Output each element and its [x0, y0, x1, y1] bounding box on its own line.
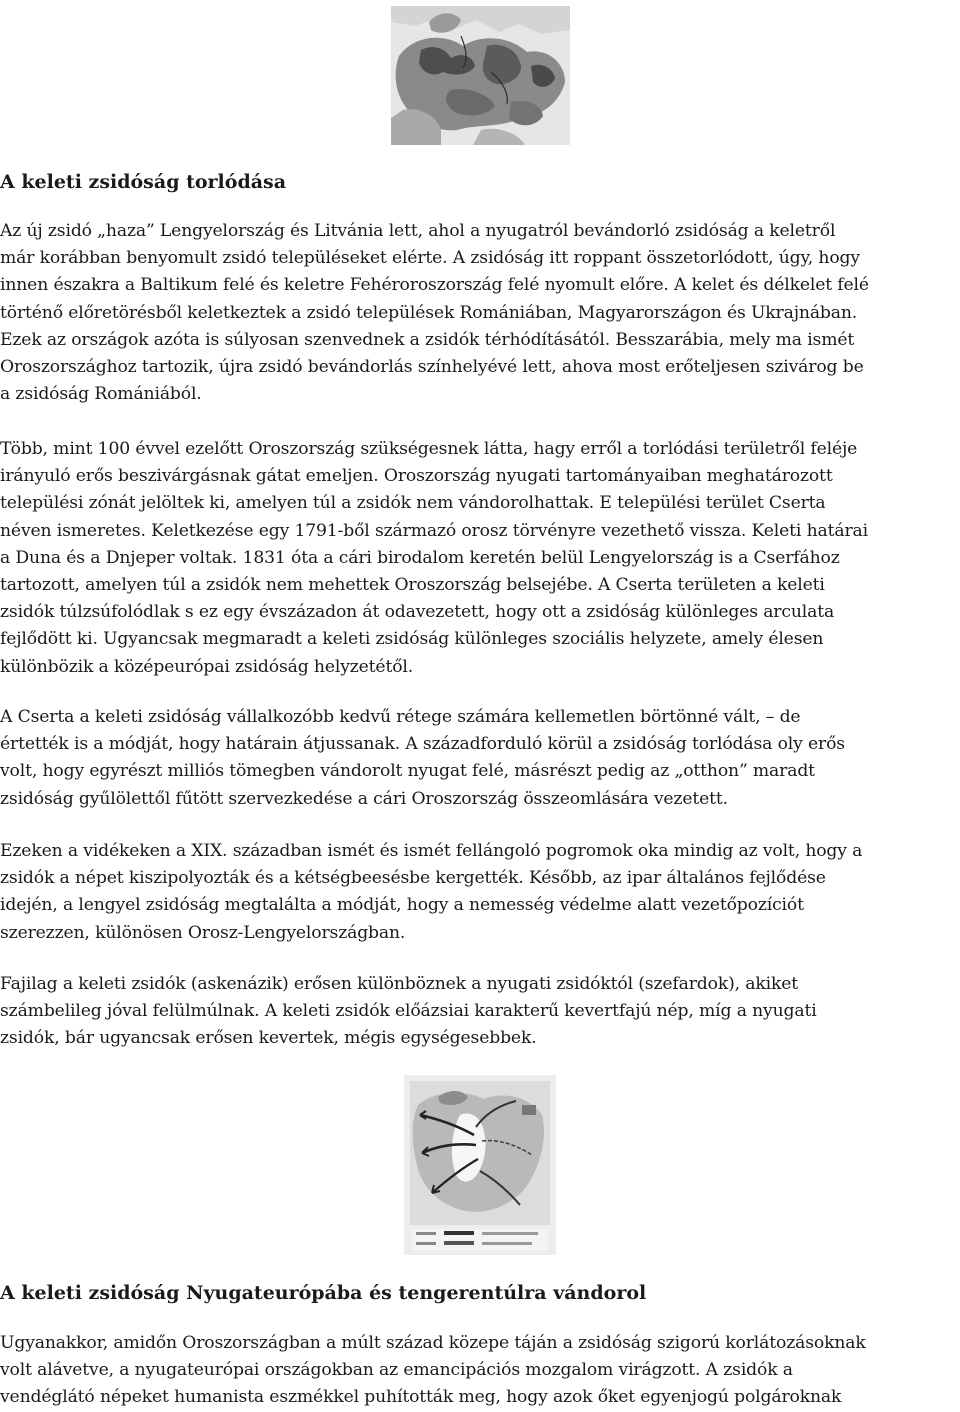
paragraph-line: A Cserta a keleti zsidóság vállalkozóbb kedvű rétege számára kellemetlen börtönné vált, – de [0, 707, 801, 727]
migration-map-image [404, 1075, 556, 1255]
paragraph-line: irányuló erős beszivárgásnak gátat emeljen. Oroszország nyugati tartományaiban meghatározott [0, 466, 833, 487]
europe-map-image [391, 6, 570, 145]
paragraph-line: Oroszországhoz tartozik, újra zsidó bevándorlás színhelyévé lett, ahova most erőteljesen szivárog be [0, 356, 864, 377]
paragraph-line: zsidók a népet kiszipolyozták és a kétségbeesésbe kergették. Később, az ipar általános fejlődése [0, 868, 826, 889]
paragraph-line: Fajilag a keleti zsidók (askenázik) erősen különböznek a nyugati zsidóktól (szefardok), akiket [0, 974, 799, 994]
paragraph-line: a zsidóság Romániából. [0, 384, 202, 405]
paragraph-line: volt, hogy egyrészt milliós tömegben vándorolt nyugat felé, másrészt pedig az „otthon” maradt [0, 761, 815, 782]
paragraph-line: Ugyanakkor, amidőn Oroszországban a múlt század közepe táján a zsidóság szigorú korlátozásoknak [0, 1333, 866, 1353]
paragraph-line: idején, a lengyel zsidóság megtalálta a módját, hogy a nemesség védelme alatt vezetőpozíciót [0, 895, 804, 916]
paragraph-line: zsidók túlzsúfolódlak s ez egy évszázadon át odavezetett, hogy ott a zsidóság különleges arculata [0, 602, 835, 623]
paragraph-line: értették is a módját, hogy határain átjussanak. A századforduló körül a zsidóság torlódása oly erős [0, 734, 845, 755]
paragraph-line: Ezeken a vidékeken a XIX. században ismét és ismét fellángoló pogromok oka mindig az volt, hogy a [0, 841, 863, 861]
paragraph-line: volt alávetve, a nyugateurópai országokban az emancipációs mozgalom virágzott. A zsidók a [0, 1360, 793, 1381]
paragraph-line: a Duna és a Dnjeper voltak. 1831 óta a cári birodalom keretén belül Lengyelország is a Cserfához [0, 547, 840, 568]
section-heading-eastern-jewry: A keleti zsidóság torlódása [0, 171, 287, 193]
paragraph-line: már korábban benyomult zsidó településeket elérte. A zsidóság itt roppant összetorlódott, úgy, hogy [0, 248, 860, 269]
paragraph-line: történő előretörésből keletkeztek a zsidó települések Romániában, Magyarországon és Ukrajnában. [0, 302, 858, 323]
paragraph-line: különbözik a középeurópai zsidóság helyzetétől. [0, 656, 414, 677]
paragraph [0, 436, 960, 681]
paragraph-line: számbelileg jóval felülmúlnak. A keleti zsidók előázsiai karakterű kevertfajú nép, míg a nyugati [0, 1001, 817, 1022]
paragraph-line: zsidóság gyűlölettől fűtött szervezkedése a cári Oroszország összeomlására vezetett. [0, 788, 728, 809]
paragraph [0, 1330, 960, 1412]
paragraph [0, 971, 960, 1053]
paragraph-line: Több, mint 100 évvel ezelőtt Oroszország szükségesnek látta, hagy erről a torlódási területről feléje [0, 439, 858, 459]
paragraph-line: Ezek az országok azóta is súlyosan szenvednek a zsidók térhódításától. Besszarábia, mely ma ismét [0, 329, 855, 350]
paragraph-line: vendéglátó népeket humanista eszmékkel puhították meg, hogy azok őket egyenjogú polgároknak [0, 1387, 842, 1408]
paragraph [0, 838, 960, 947]
paragraph-line: fejlődött ki. Ugyancsak megmaradt a keleti zsidóság különleges szociális helyzete, amely élesen [0, 629, 824, 650]
paragraph-line: települési zónát jelöltek ki, amelyen túl a zsidók nem vándorolhattak. E települési terület Cserta [0, 493, 826, 514]
section-heading-westward-migration: A keleti zsidóság Nyugateurópába és tengerentúlra vándorol [0, 1282, 647, 1304]
paragraph-line: zsidók, bár ugyancsak erősen kevertek, mégis egységesebbek. [0, 1028, 537, 1049]
paragraph-line: innen északra a Baltikum felé és keletre Fehéroroszország felé nyomult előre. A kelet és délkelet felé [0, 275, 869, 296]
paragraph [0, 218, 960, 408]
paragraph-line: szerezzen, különösen Orosz-Lengyelországban. [0, 922, 406, 943]
paragraph-line: tartozott, amelyen túl a zsidók nem mehettek Oroszország belsejébe. A Cserta területen a keleti [0, 574, 825, 595]
paragraph-line: néven ismeretes. Keletkezése egy 1791-ből származó orosz törvényre vezethető vissza. Keleti határai [0, 520, 868, 541]
paragraph-line: Az új zsidó „haza” Lengyelország és Litvánia lett, ahol a nyugatról bevándorló zsidóság a keletről [0, 221, 836, 241]
paragraph [0, 704, 960, 813]
